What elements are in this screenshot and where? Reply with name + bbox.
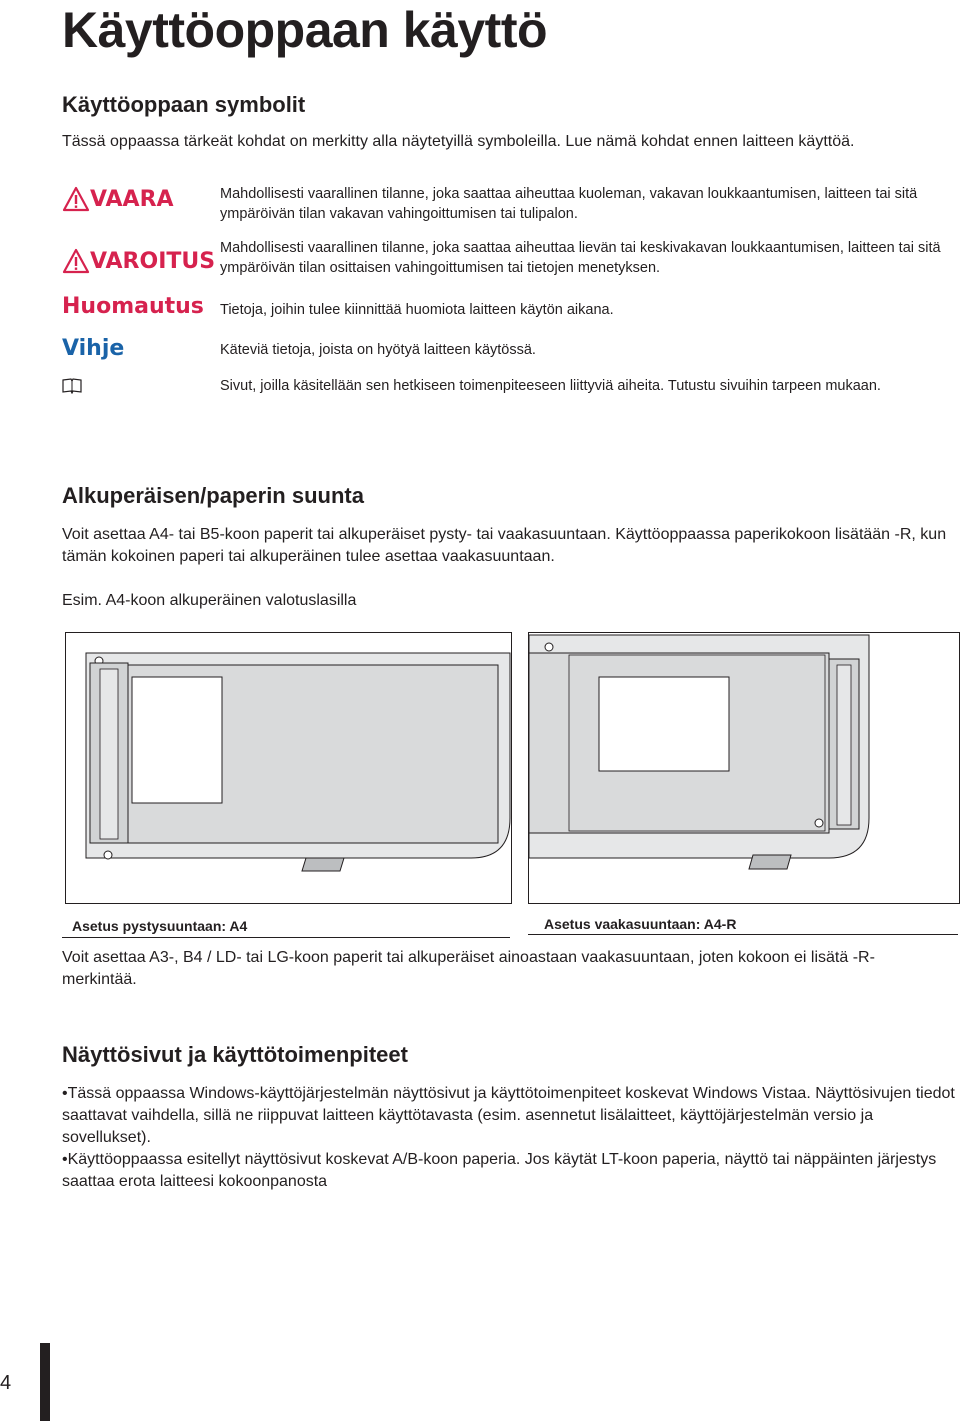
- caption-landscape: Asetus vaakasuuntaan: A4-R: [544, 916, 737, 932]
- orientation-paragraph: Voit asettaa A4- tai B5-koon paperit tai alkuperäiset pysty- tai vaakasuuntaan. Käyttöoppaassa paperikokoon lisätään -R, kun tämän kokoinen paperi tai alkuperäinen tulee asettaa vaakasuuntaan.: [62, 526, 947, 565]
- symbols-heading: Käyttöoppaan symbolit: [62, 92, 306, 117]
- symbol-varoitus: [62, 248, 215, 274]
- caption-underline-right: [528, 934, 958, 935]
- symbol-vaara: [62, 186, 174, 212]
- varoitus-label: VAROITUS: [90, 249, 216, 274]
- page-title: Käyttöoppaan käyttö: [62, 2, 548, 58]
- diagram-landscape: [528, 632, 960, 904]
- example-label: Esim. A4-koon alkuperäinen valotuslasilla: [62, 592, 357, 609]
- varoitus-text: Mahdollisesti vaarallinen tilanne, joka saattaa aiheuttaa lievän tai keskivakavan loukkaantumisen, laitteen tai sitä ympäröivän tilan osittaisen vahingoittumisen tai tietojen menetyksen.: [220, 240, 941, 276]
- huomautus-text: Tietoja, joihin tulee kiinnittää huomiota laitteen käytön aikana.: [220, 302, 614, 318]
- diagram-portrait: [65, 632, 512, 904]
- vihje-label: Vihje: [62, 336, 125, 361]
- page-edge-bar: [40, 1343, 50, 1421]
- page-number: 4: [0, 1372, 12, 1394]
- screens-bullet-1: •Tässä oppaassa Windows-käyttöjärjestelmän näyttösivut ja käyttötoimenpiteet koskevat Windows Vistaa. Näyttösivujen tiedot saattavat vaihdella, sillä ne riippuvat laitteen käyttötavasta (esim. asennetut lisälaitteet, käyttöjärjestelmän versio ja sovellukset).: [62, 1085, 955, 1146]
- symbols-intro: Tässä oppaassa tärkeät kohdat on merkitty alla näytetyillä symboleilla. Lue nämä kohdat ennen laitteen käyttöä.: [62, 133, 855, 150]
- vaara-label: VAARA: [90, 187, 174, 212]
- screens-bullet-2: •Käyttöoppaassa esitellyt näyttösivut koskevat A/B-koon paperia. Jos käytät LT-koon paperia, näyttö tai näppäinten järjestys saattaa erota laitteesi kokoonpanosta: [62, 1151, 937, 1190]
- vihje-text: Käteviä tietoja, joista on hyötyä laitteen käytössä.: [220, 342, 536, 358]
- orientation-heading: Alkuperäisen/paperin suunta: [62, 483, 364, 508]
- vaara-text: Mahdollisesti vaarallinen tilanne, joka saattaa aiheuttaa kuoleman, vakavan loukkaantumisen, laitteen tai sitä ympäröivän tilan vakavan vahingoittumisen tai tulipalon.: [220, 186, 918, 222]
- orientation-paragraph-2: Voit asettaa A3-, B4 / LD- tai LG-koon paperit tai alkuperäiset ainoastaan vaakasuuntaan, joten kokoon ei lisätä -R-merkintää.: [62, 949, 875, 988]
- caption-underline-left: [62, 937, 510, 938]
- warning-triangle-icon: [62, 248, 90, 274]
- screens-heading: Näyttösivut ja käyttötoimenpiteet: [62, 1042, 408, 1067]
- huomautus-label: Huomautus: [62, 294, 204, 319]
- warning-triangle-icon: [62, 186, 90, 212]
- caption-portrait: Asetus pystysuuntaan: A4: [72, 918, 248, 934]
- book-ref-text: Sivut, joilla käsitellään sen hetkiseen toimenpiteeseen liittyviä aiheita. Tutustu sivuihin tarpeen mukaan.: [220, 378, 881, 394]
- book-icon: [62, 378, 82, 399]
